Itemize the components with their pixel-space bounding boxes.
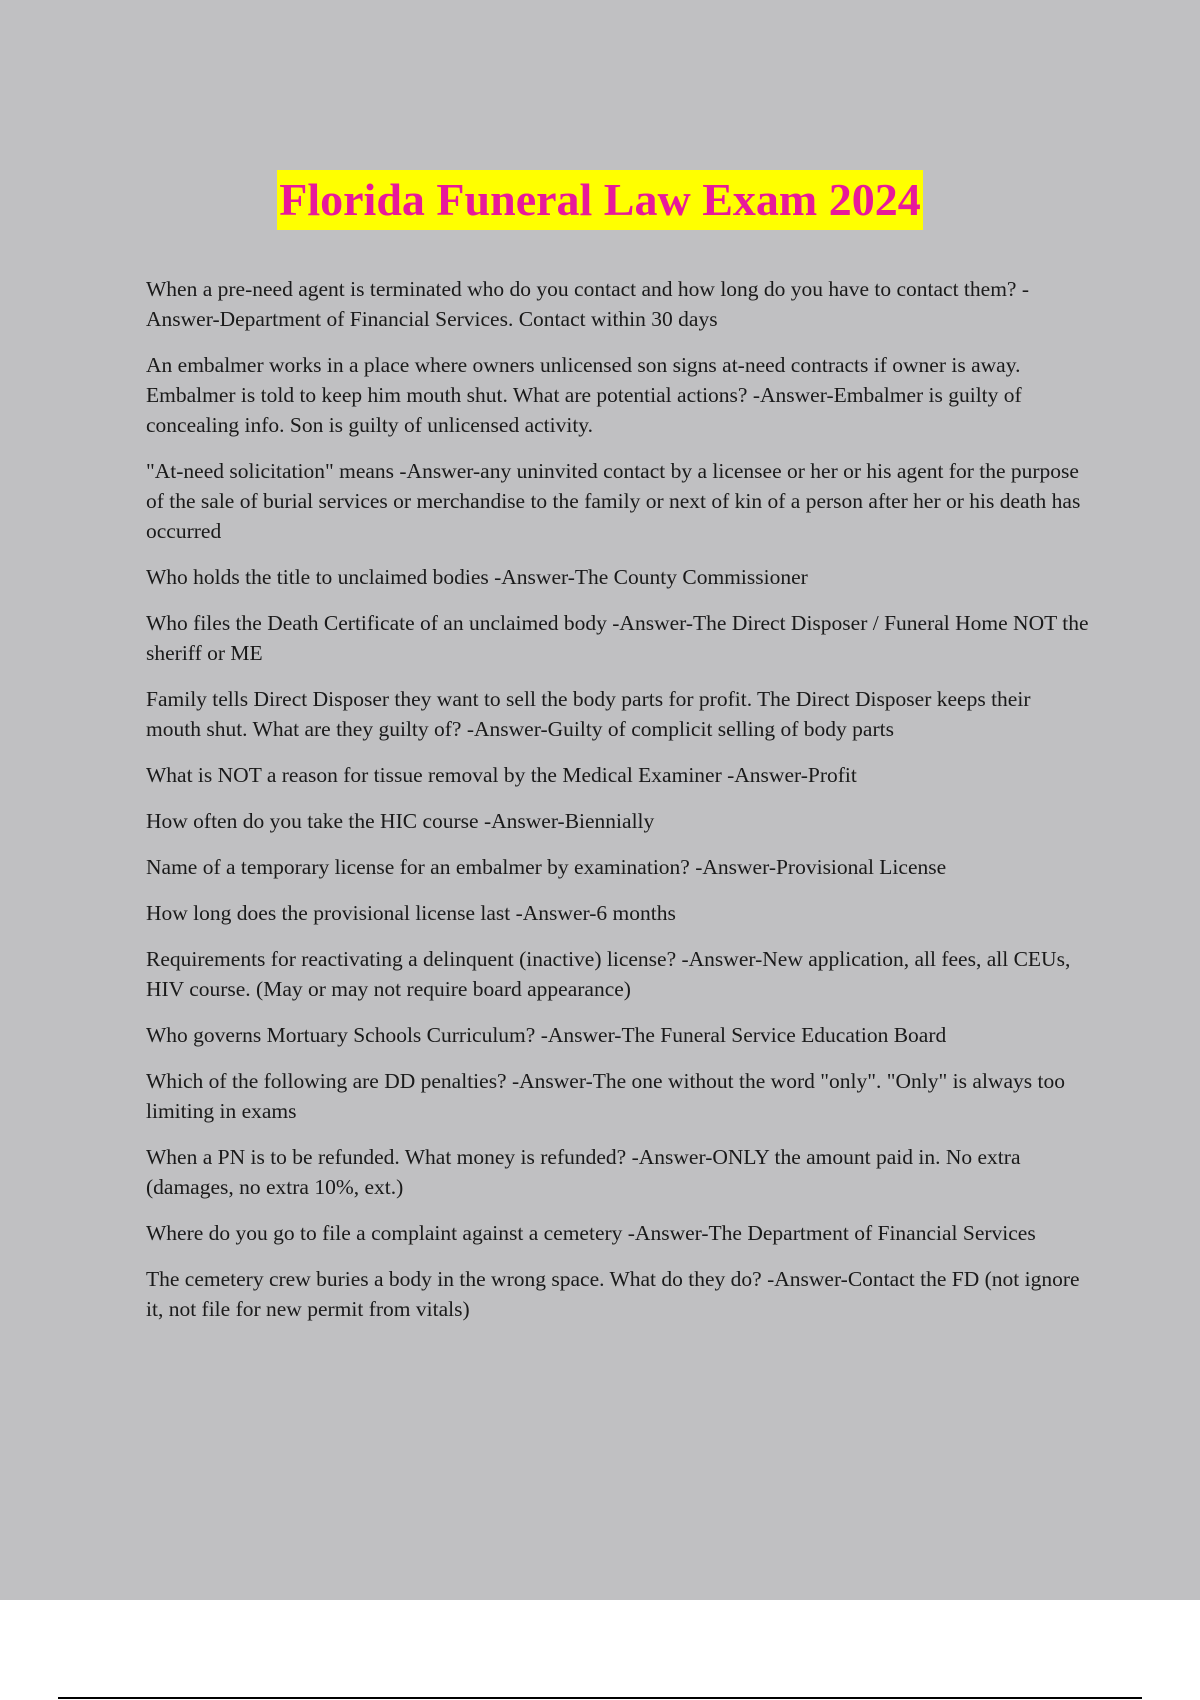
qa-item: Where do you go to file a complaint against a cemetery -Answer-The Department of Financial Services <box>146 1221 1036 1245</box>
qa-item: Who governs Mortuary Schools Curriculum? -Answer-The Funeral Service Education Board <box>146 1023 947 1047</box>
qa-item: Who holds the title to unclaimed bodies -Answer-The County Commissioner <box>146 565 808 589</box>
bottom-divider <box>58 1697 1142 1699</box>
qa-item: How long does the provisional license last -Answer-6 months <box>146 901 676 925</box>
qa-item: Who files the Death Certificate of an unclaimed body -Answer-The Direct Disposer / Funeral Home NOT the sheriff or ME <box>146 611 1089 665</box>
qa-item: Which of the following are DD penalties? -Answer-The one without the word "only". "Only" is always too limiting in exams <box>146 1069 1065 1123</box>
qa-item: When a PN is to be refunded. What money is refunded? -Answer-ONLY the amount paid in. No extra (damages, no extra 10%, ext.) <box>146 1145 1021 1199</box>
qa-item: "At-need solicitation" means -Answer-any uninvited contact by a licensee or her or his agent for the purpose of the sale of burial services or merchandise to the family or next of kin of a person after her or his death has occurred <box>146 459 1081 543</box>
qa-item: Requirements for reactivating a delinquent (inactive) license? -Answer-New application, all fees, all CEUs, HIV course. (May or may not require board appearance) <box>146 947 1071 1001</box>
page-title: Florida Funeral Law Exam 2024 <box>277 170 922 230</box>
qa-item: Family tells Direct Disposer they want to sell the body parts for profit. The Direct Disposer keeps their mouth shut. What are they guilty of? -Answer-Guilty of complicit selling of body parts <box>146 687 1031 741</box>
qa-item: Name of a temporary license for an embalmer by examination? -Answer-Provisional License <box>146 855 947 879</box>
qa-item: An embalmer works in a place where owners unlicensed son signs at-need contracts if owner is away. Embalmer is told to keep him mouth shut. What are potential actions? -Answer-Embalmer is guilty of concealing info. Son is guilty of unlicensed activity. <box>146 353 1022 437</box>
qa-list <box>146 274 1090 1340</box>
qa-item: The cemetery crew buries a body in the wrong space. What do they do? -Answer-Contact the FD (not ignore it, not file for new permit from vitals) <box>146 1267 1080 1321</box>
qa-item: How often do you take the HIC course -Answer-Biennially <box>146 809 655 833</box>
qa-item: When a pre-need agent is terminated who do you contact and how long do you have to contact them? -Answer-Department of Financial Services. Contact within 30 days <box>146 277 1030 331</box>
qa-item: What is NOT a reason for tissue removal by the Medical Examiner -Answer-Profit <box>146 763 857 787</box>
title-container <box>0 170 1200 230</box>
